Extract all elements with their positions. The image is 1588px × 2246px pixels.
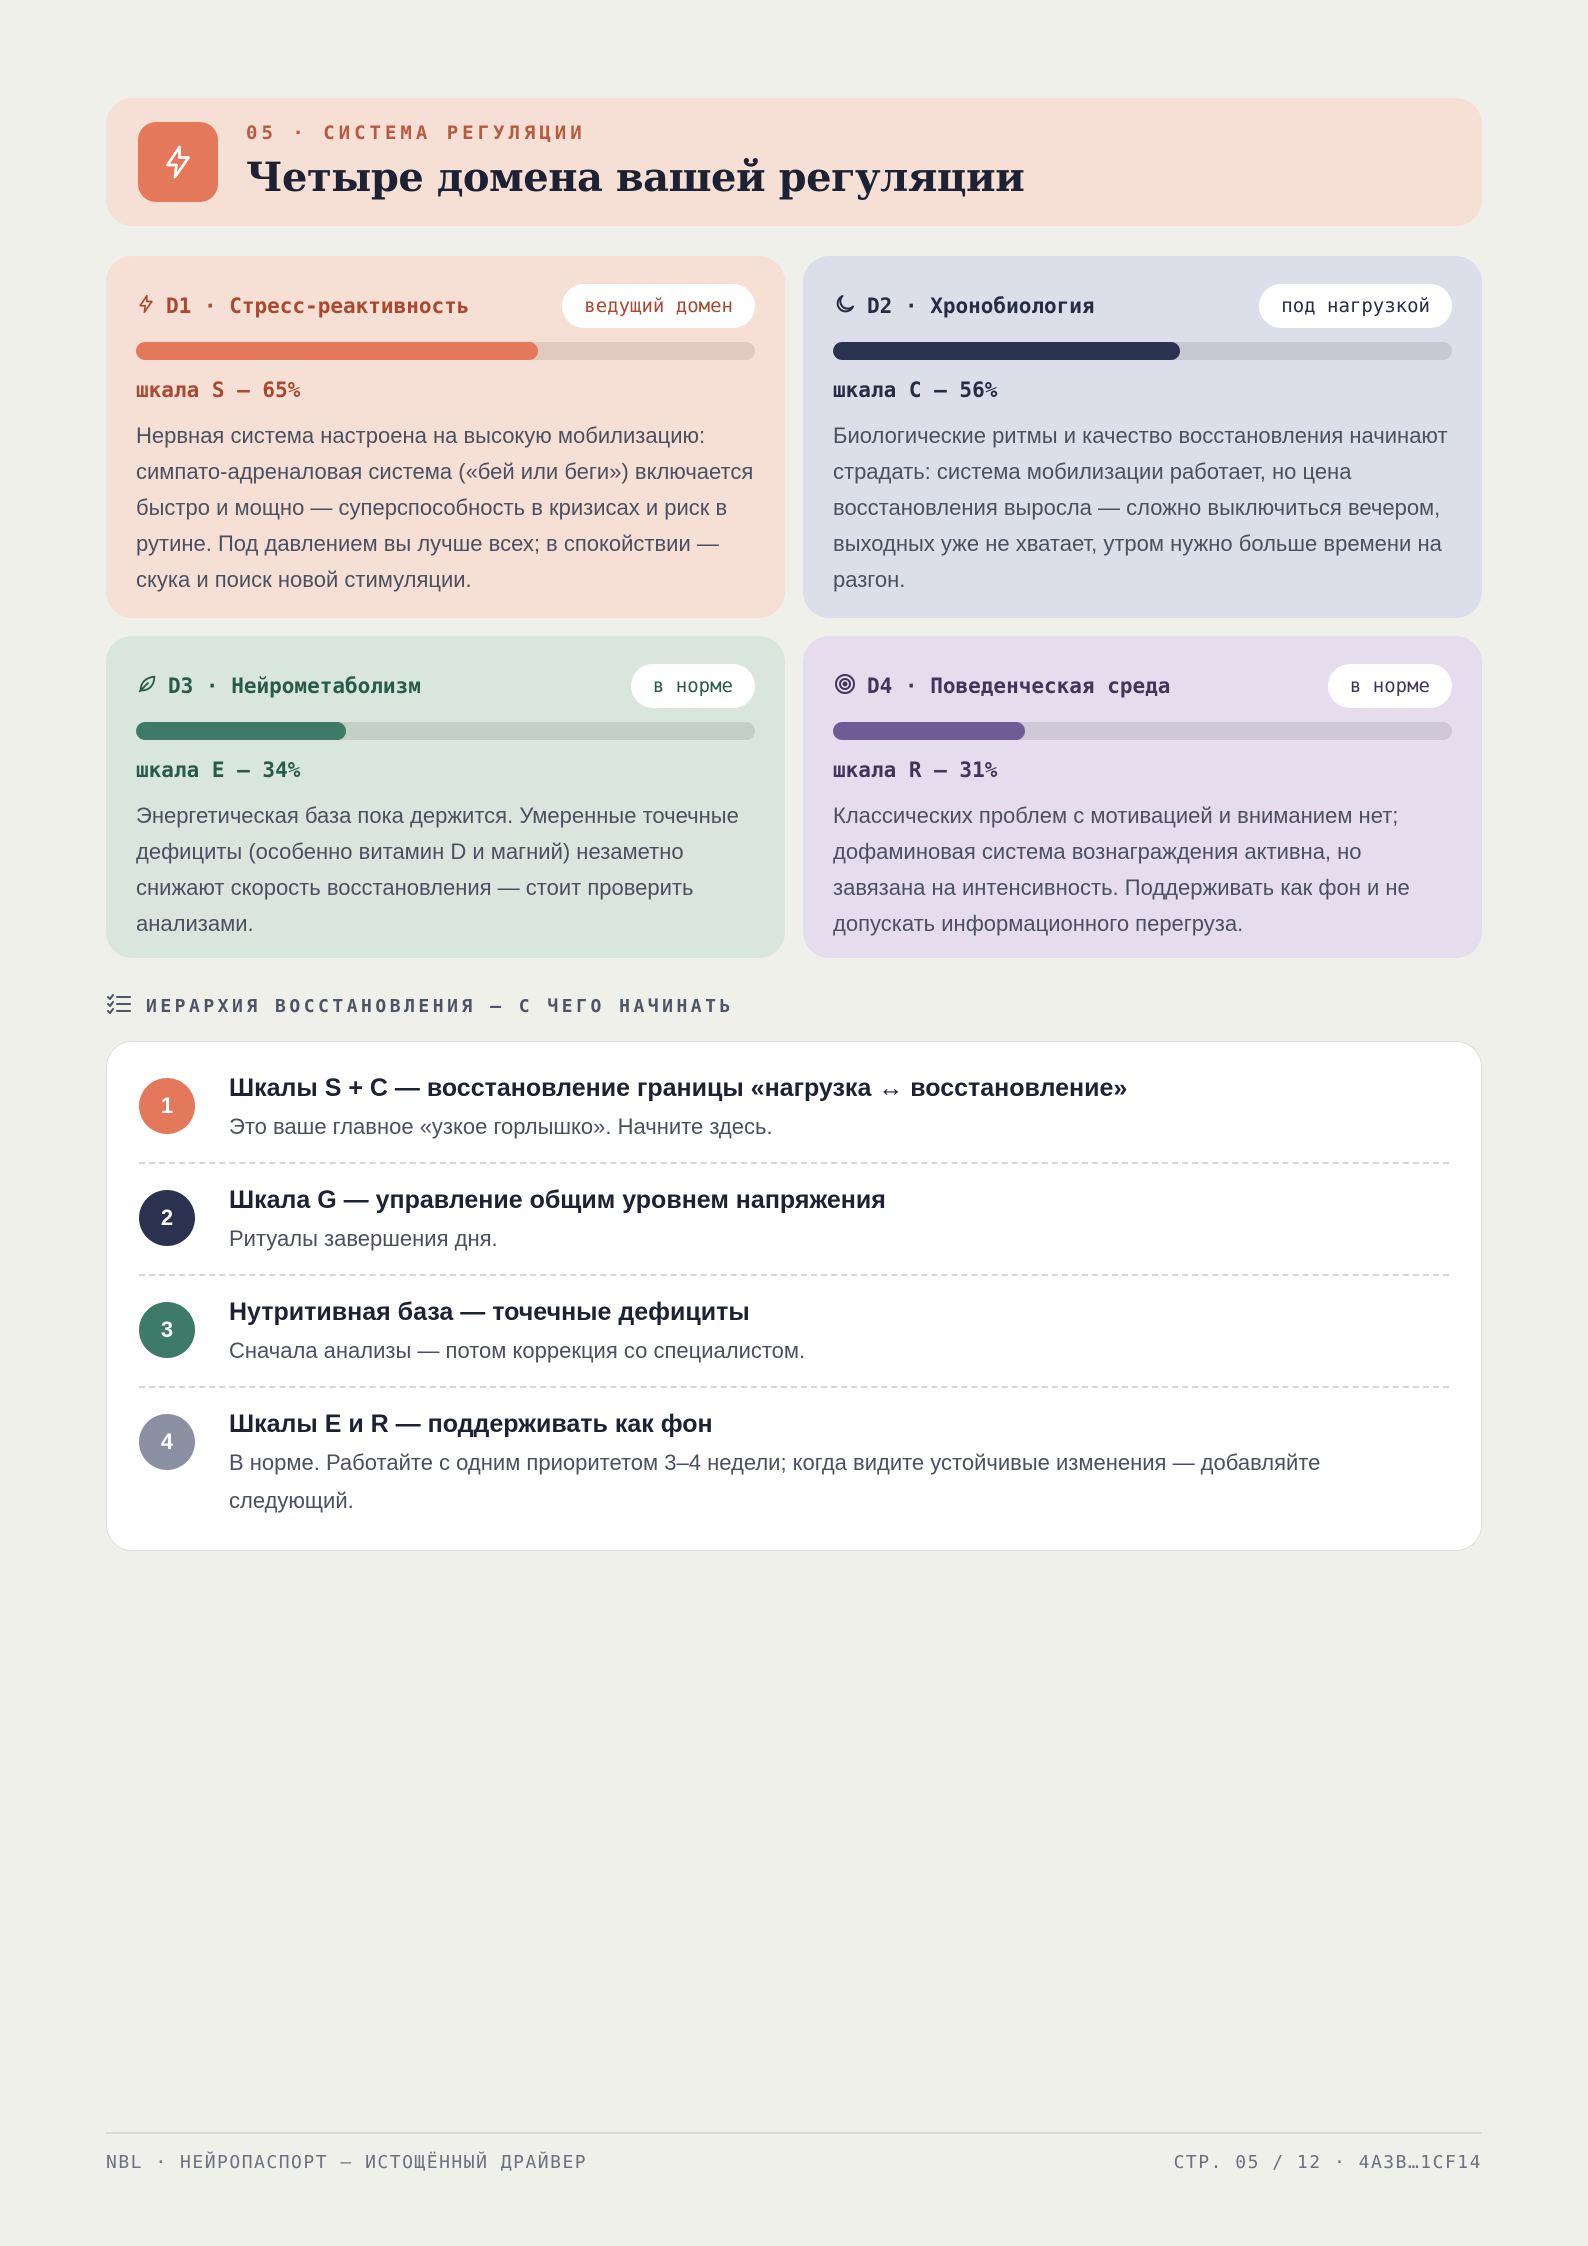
step-title: Шкалы E и R — поддерживать как фон <box>229 1410 713 1438</box>
scale-progress-bar <box>136 722 755 740</box>
footer-left: NBL · НЕЙРОПАСПОРТ — ИСТОЩЁННЫЙ ДРАЙВЕР <box>106 2152 588 2173</box>
hierarchy-list <box>106 1041 1482 1551</box>
lightning-icon <box>138 122 218 202</box>
step-text: Ритуалы завершения дня. <box>229 1226 498 1251</box>
hierarchy-heading <box>106 992 1482 1021</box>
hierarchy-label: ИЕРАРХИЯ ВОССТАНОВЛЕНИЯ — С ЧЕГО НАЧИНАТЬ <box>146 996 734 1017</box>
hierarchy-step <box>139 1276 1449 1388</box>
scale-progress-fill <box>833 722 1025 740</box>
page-title: Четыре домена вашей регуляции <box>246 154 1025 201</box>
leaf-icon <box>136 673 158 700</box>
step-title: Нутритивная база — точечные дефициты <box>229 1298 750 1326</box>
scale-label: шкала S — 65% <box>136 378 301 402</box>
scale-label: шкала R — 31% <box>833 758 998 782</box>
hierarchy-step <box>139 1388 1449 1536</box>
scale-label: шкала E — 34% <box>136 758 301 782</box>
scale-progress-bar <box>833 722 1452 740</box>
domain-description: Энергетическая база пока держится. Умеренные точечные дефициты (особенно витамин D и магний) незаметно снижают скорость восстановления — стоит проверить анализами. <box>136 803 739 936</box>
domain-title: D4 · Поведенческая среда <box>867 674 1171 698</box>
section-header <box>106 98 1482 226</box>
domain-card-d4 <box>803 636 1482 958</box>
status-badge: под нагрузкой <box>1259 284 1452 328</box>
domain-title: D2 · Хронобиология <box>867 294 1095 318</box>
domain-description: Классических проблем с мотивацией и вниманием нет; дофаминовая система вознаграждения активна, но завязана на интенсивность. Поддерживать как фон и не допускать информационного перегруза. <box>833 803 1410 936</box>
scale-progress-fill <box>136 722 346 740</box>
lightning-icon <box>136 292 156 321</box>
section-kicker: 05 · СИСТЕМА РЕГУЛЯЦИИ <box>246 122 586 144</box>
scale-progress-bar <box>833 342 1452 360</box>
step-text: Это ваше главное «узкое горлышко». Начните здесь. <box>229 1114 773 1139</box>
scale-progress-fill <box>833 342 1180 360</box>
hierarchy-step <box>139 1164 1449 1276</box>
footer-page-number: СТР. 05 / 12 · 4A3B…1CF14 <box>1173 2152 1482 2173</box>
target-icon <box>833 672 857 701</box>
moon-icon <box>833 292 857 321</box>
list-check-icon <box>106 992 132 1021</box>
scale-progress-fill <box>136 342 538 360</box>
domain-description: Нервная система настроена на высокую мобилизацию: симпато-адреналовая система («бей или беги») включается быстро и мощно — суперспособность в кризисах и риск в рутине. Под давлением вы лучше всех; в спокойствии — скука и поиск новой стимуляции. <box>136 423 754 592</box>
step-text: Сначала анализы — потом коррекция со специалистом. <box>229 1338 806 1363</box>
domain-card-d3 <box>106 636 785 958</box>
domain-title: D1 · Стресс-реактивность <box>166 294 470 318</box>
scale-label: шкала C — 56% <box>833 378 998 402</box>
domain-card-d1 <box>106 256 785 618</box>
status-badge: в норме <box>1328 664 1452 708</box>
step-number: 2 <box>139 1190 195 1246</box>
step-title: Шкалы S + C — восстановление границы «нагрузка ↔ восстановление» <box>229 1074 1128 1102</box>
scale-progress-bar <box>136 342 755 360</box>
step-title: Шкала G — управление общим уровнем напряжения <box>229 1186 886 1214</box>
step-text: В норме. Работайте с одним приоритетом 3–4 недели; когда видите устойчивые изменения — добавляйте следующий. <box>229 1450 1321 1513</box>
status-badge: ведущий домен <box>562 284 755 328</box>
step-number: 1 <box>139 1078 195 1134</box>
page-footer <box>106 2132 1482 2173</box>
domain-card-d2 <box>803 256 1482 618</box>
status-badge: в норме <box>631 664 755 708</box>
domain-grid <box>106 256 1482 958</box>
domain-description: Биологические ритмы и качество восстановления начинают страдать: система мобилизации работает, но цена восстановления выросла — сложно выключиться вечером, выходных уже не хватает, утром нужно больше времени на разгон. <box>833 423 1448 592</box>
step-number: 3 <box>139 1302 195 1358</box>
page <box>106 98 1482 1551</box>
step-number: 4 <box>139 1414 195 1470</box>
domain-title: D3 · Нейрометаболизм <box>168 674 421 698</box>
hierarchy-step <box>139 1052 1449 1164</box>
